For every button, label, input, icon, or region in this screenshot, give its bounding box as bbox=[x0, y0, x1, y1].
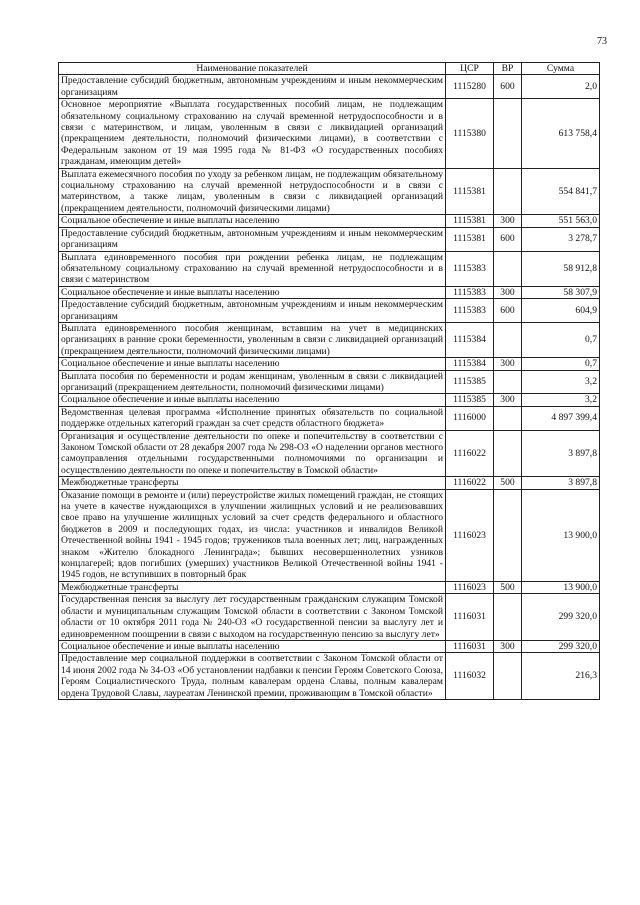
row-csr-cell: 1116000 bbox=[446, 406, 494, 430]
row-csr-cell: 1116023 bbox=[446, 489, 494, 581]
header-vr: ВР bbox=[494, 63, 522, 75]
row-csr-cell: 1115280 bbox=[446, 75, 494, 99]
row-sum-cell: 299 320,0 bbox=[522, 640, 600, 652]
row-name-cell: Социальное обеспечение и иные выплаты населению bbox=[59, 286, 446, 298]
row-sum-cell: 604,9 bbox=[522, 299, 600, 323]
row-name-cell: Выплата ежемесячного пособия по уходу за ребенком лицам, не подлежащим обязательному социальному страхованию на случай временной нетрудоспособности и в связи с материнством, а также лицам, уволенным в связи с ликвидацией организаций (прекращением деятельности, полномочий физическими лицами) bbox=[59, 168, 446, 215]
row-name-cell: Социальное обеспечение и иные выплаты населению bbox=[59, 394, 446, 406]
table-row bbox=[59, 168, 600, 215]
row-name-cell: Предоставление субсидий бюджетным, автономным учреждениям и иным некоммерческим организациям bbox=[59, 75, 446, 99]
row-vr-cell bbox=[494, 406, 522, 430]
row-name-cell: Выплата единовременного пособия при рождении ребенка лицам, не подлежащим обязательному социальному страхованию на случай временной нетрудоспособности и в связи с материнством bbox=[59, 251, 446, 286]
row-name-cell: Выплата единовременного пособия женщинам, вставшим на учет в медицинских организациях в ранние сроки беременности, уволенным в связи с ликвидацией организаций (прекращением деятельности, полномочий физическими лицами) bbox=[59, 322, 446, 357]
row-csr-cell: 1115385 bbox=[446, 394, 494, 406]
row-csr-cell: 1115381 bbox=[446, 227, 494, 251]
row-sum-cell: 58 912,8 bbox=[522, 251, 600, 286]
row-csr-cell: 1116022 bbox=[446, 477, 494, 489]
row-name-cell: Социальное обеспечение и иные выплаты населению bbox=[59, 640, 446, 652]
table-row bbox=[59, 489, 600, 581]
row-name-cell: Межбюджетные трансферты bbox=[59, 477, 446, 489]
row-name-cell: Межбюджетные трансферты bbox=[59, 581, 446, 593]
row-sum-cell: 613 758,4 bbox=[522, 99, 600, 168]
row-vr-cell: 500 bbox=[494, 581, 522, 593]
row-csr-cell: 1116031 bbox=[446, 640, 494, 652]
row-sum-cell: 0,7 bbox=[522, 322, 600, 357]
row-sum-cell: 3,2 bbox=[522, 394, 600, 406]
row-sum-cell: 216,3 bbox=[522, 653, 600, 700]
table-row bbox=[59, 251, 600, 286]
table-row bbox=[59, 370, 600, 394]
row-csr-cell: 1115381 bbox=[446, 215, 494, 227]
table-row bbox=[59, 581, 600, 593]
table-row bbox=[59, 594, 600, 641]
table-row bbox=[59, 99, 600, 168]
table-row bbox=[59, 286, 600, 298]
header-csr: ЦСР bbox=[446, 63, 494, 75]
row-sum-cell: 0,7 bbox=[522, 358, 600, 370]
row-vr-cell: 300 bbox=[494, 215, 522, 227]
row-sum-cell: 13 900,0 bbox=[522, 581, 600, 593]
row-csr-cell: 1116023 bbox=[446, 581, 494, 593]
header-name: Наименование показателей bbox=[59, 63, 446, 75]
row-name-cell: Предоставление субсидий бюджетным, автономным учреждениям и иным некоммерческим организациям bbox=[59, 227, 446, 251]
row-sum-cell: 551 563,0 bbox=[522, 215, 600, 227]
row-sum-cell: 4 897 399,4 bbox=[522, 406, 600, 430]
row-vr-cell bbox=[494, 251, 522, 286]
table-row bbox=[59, 640, 600, 652]
row-csr-cell: 1115383 bbox=[446, 299, 494, 323]
header-sum: Сумма bbox=[522, 63, 600, 75]
row-sum-cell: 3 897,8 bbox=[522, 477, 600, 489]
row-name-cell: Оказание помощи в ремонте и (или) переустройстве жилых помещений граждан, не стоящих на учете в качестве нуждающихся в улучшении жилищных условий и не реализовавших свое право на улучшение жилищных условий за счет средств федерального и областного бюджетов в 2009 и последующих годах, из числа: участников и инвалидов Великой Отечественной войны 1941 - 1945 годов; тружеников тыла военных лет; лиц, награжденных знаком «Жителю блокадного Ленинграда»; бывших несовершеннолетних узников концлагерей; вдов погибших (умерших) участников Великой Отечественной войны 1941 - 1945 годов, не вступивших в повторный брак bbox=[59, 489, 446, 581]
row-vr-cell bbox=[494, 322, 522, 357]
row-vr-cell: 300 bbox=[494, 286, 522, 298]
row-sum-cell: 3 897,8 bbox=[522, 430, 600, 477]
row-sum-cell: 554 841,7 bbox=[522, 168, 600, 215]
row-sum-cell: 58 307,9 bbox=[522, 286, 600, 298]
table-row bbox=[59, 75, 600, 99]
row-vr-cell: 300 bbox=[494, 640, 522, 652]
table-row bbox=[59, 394, 600, 406]
row-sum-cell: 13 900,0 bbox=[522, 489, 600, 581]
row-name-cell: Предоставление субсидий бюджетным, автономным учреждениям и иным некоммерческим организациям bbox=[59, 299, 446, 323]
row-vr-cell: 500 bbox=[494, 477, 522, 489]
row-sum-cell: 3,2 bbox=[522, 370, 600, 394]
row-name-cell: Ведомственная целевая программа «Исполнение принятых обязательств по социальной поддержке отдельных категорий граждан за счет средств областного бюджета» bbox=[59, 406, 446, 430]
row-sum-cell: 299 320,0 bbox=[522, 594, 600, 641]
row-name-cell: Предоставление мер социальной поддержки в соответствии с Законом Томской области от 14 июня 2002 года № 34-ОЗ «Об установлении надбавки к пенсии Героям Советского Союза, Героям Социалистического Труда, полным кавалерам ордена Славы, полным кавалерам ордена Трудовой Славы, лауреатам Ленинской премии, проживающим в Томской области» bbox=[59, 653, 446, 700]
row-sum-cell: 2,0 bbox=[522, 75, 600, 99]
row-sum-cell: 3 278,7 bbox=[522, 227, 600, 251]
row-vr-cell bbox=[494, 370, 522, 394]
table-header-row bbox=[59, 63, 600, 75]
row-name-cell: Социальное обеспечение и иные выплаты населению bbox=[59, 215, 446, 227]
row-csr-cell: 1115385 bbox=[446, 370, 494, 394]
table-row bbox=[59, 215, 600, 227]
table-row bbox=[59, 477, 600, 489]
row-csr-cell: 1115383 bbox=[446, 286, 494, 298]
table-row bbox=[59, 322, 600, 357]
row-csr-cell: 1115384 bbox=[446, 322, 494, 357]
row-vr-cell bbox=[494, 594, 522, 641]
row-csr-cell: 1116022 bbox=[446, 430, 494, 477]
row-name-cell: Организация и осуществление деятельности по опеке и попечительству в соответствии с Законом Томской области от 28 декабря 2007 года № 298-ОЗ «О наделении органов местного самоуправления отдельными государственными полномочиями по организации и осуществлению деятельности по опеке и попечительству в Томской области» bbox=[59, 430, 446, 477]
row-csr-cell: 1116031 bbox=[446, 594, 494, 641]
page-number: 73 bbox=[597, 36, 607, 47]
table-row bbox=[59, 299, 600, 323]
table-body bbox=[59, 75, 600, 700]
row-vr-cell bbox=[494, 653, 522, 700]
row-csr-cell: 1116032 bbox=[446, 653, 494, 700]
row-vr-cell bbox=[494, 168, 522, 215]
row-csr-cell: 1115380 bbox=[446, 99, 494, 168]
row-name-cell: Выплата пособия по беременности и родам женщинам, уволенным в связи с ликвидацией организаций (прекращением деятельности, полномочий физическими лицами) bbox=[59, 370, 446, 394]
row-name-cell: Социальное обеспечение и иные выплаты населению bbox=[59, 358, 446, 370]
budget-table bbox=[58, 62, 600, 700]
table-row bbox=[59, 406, 600, 430]
row-name-cell: Основное мероприятие «Выплата государственных пособий лицам, не подлежащим обязательному социальному страхованию на случай временной нетрудоспособности и в связи с материнством, и лицам, уволенным в связи с ликвидацией организаций (прекращением деятельности, полномочий физическими лицами), в соответствии с Федеральным законом от 19 мая 1995 года № 81-ФЗ «О государственных пособиях гражданам, имеющим детей» bbox=[59, 99, 446, 168]
table-row bbox=[59, 358, 600, 370]
row-csr-cell: 1115383 bbox=[446, 251, 494, 286]
row-vr-cell bbox=[494, 430, 522, 477]
row-vr-cell: 600 bbox=[494, 75, 522, 99]
table-row bbox=[59, 430, 600, 477]
row-name-cell: Государственная пенсия за выслугу лет государственным гражданским служащим Томской области и муниципальным служащим Томской области в соответствии с Законом Томской области от 10 октября 2011 года № 240-ОЗ «О государственной пенсии за выслугу лет и единовременном поощрении в связи с выходом на государственную пенсию за выслугу лет» bbox=[59, 594, 446, 641]
row-vr-cell: 600 bbox=[494, 227, 522, 251]
table-row bbox=[59, 653, 600, 700]
row-csr-cell: 1115381 bbox=[446, 168, 494, 215]
row-csr-cell: 1115384 bbox=[446, 358, 494, 370]
row-vr-cell: 300 bbox=[494, 394, 522, 406]
row-vr-cell: 600 bbox=[494, 299, 522, 323]
row-vr-cell: 300 bbox=[494, 358, 522, 370]
table-row bbox=[59, 227, 600, 251]
row-vr-cell bbox=[494, 99, 522, 168]
row-vr-cell bbox=[494, 489, 522, 581]
